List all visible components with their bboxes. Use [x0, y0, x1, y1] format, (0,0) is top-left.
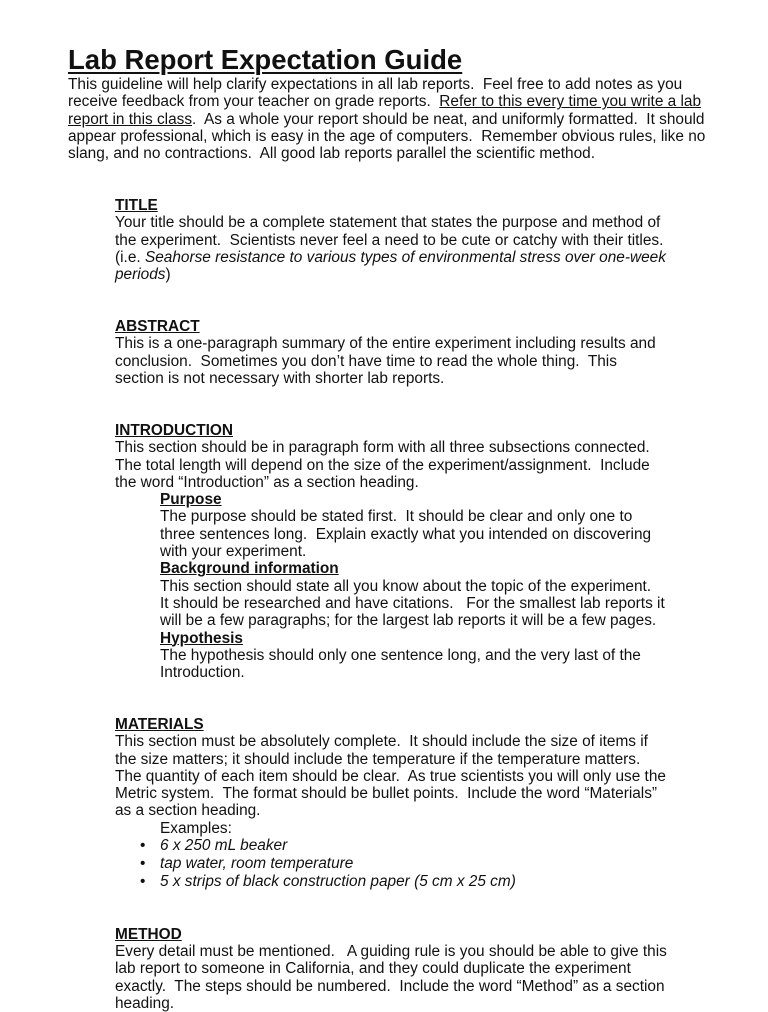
italic-text: periods [115, 266, 166, 284]
text-line: conclusion. Sometimes you don’t have time to read the whole thing. This [115, 352, 617, 370]
bullet-item [68, 837, 728, 855]
text-line: The hypothesis should only one sentence long, and the very last of the [160, 646, 641, 664]
subsection-heading: Purpose [160, 491, 222, 509]
blank-line [68, 908, 728, 925]
blank-line [68, 162, 728, 179]
blank-line [68, 301, 728, 318]
text-line: This section should be in paragraph form with all three subsections connected. [115, 439, 650, 457]
text-segment: receive feedback from your teacher on grade reports. [68, 93, 440, 111]
text-line: The quantity of each item should be clear. As true scientists you will only use the [115, 767, 666, 785]
bullet-icon: • [140, 873, 146, 891]
text-line: section is not necessary with shorter lab reports. [115, 370, 445, 388]
sections [68, 162, 728, 1012]
underlined-text: Refer to this every time you write a lab [439, 93, 702, 111]
section-title [68, 197, 728, 283]
section-materials [68, 716, 728, 891]
italic-text: Seahorse resistance to various types of environmental stress over one-week [144, 248, 666, 266]
bullet-text: 6 x 250 mL beaker [160, 837, 288, 855]
section-heading: ABSTRACT [115, 318, 200, 336]
text-line: exactly. The steps should be numbered. Include the word “Method” as a section [115, 977, 665, 995]
underlined-text: report in this class [68, 110, 193, 128]
text-line: lab report to someone in California, and they could duplicate the experiment [115, 960, 631, 978]
section-abstract [68, 318, 728, 387]
section-heading: MATERIALS [115, 715, 204, 733]
intro-paragraph [68, 76, 728, 162]
text-line: The purpose should be stated first. It should be clear and only one to [160, 508, 633, 526]
text-line: This guideline will help clarify expectations in all lab reports. Feel free to add notes as you [68, 76, 683, 93]
text-line: slang, and no contractions. All good lab reports parallel the scientific method. [68, 145, 596, 163]
text-line: three sentences long. Explain exactly what you intended on discovering [160, 525, 652, 543]
text-line: the word “Introduction” as a section heading. [115, 473, 419, 491]
blank-line [68, 405, 728, 422]
document-title: Lab Report Expectation Guide [68, 44, 463, 75]
text-segment: . As a whole your report should be neat, and uniformly formatted. It should [192, 110, 705, 128]
text-line: appear professional, which is easy in the age of computers. Remember obvious rules, like no [68, 127, 706, 145]
text-line: Every detail must be mentioned. A guiding rule is you should be able to give this [115, 942, 667, 960]
blank-line [68, 284, 728, 301]
text-line: the size matters; it should include the temperature if the temperature matters. [115, 750, 641, 768]
text-line: This section must be absolutely complete. It should include the size of items if [115, 733, 648, 751]
examples-label: Examples: [160, 819, 232, 837]
blank-line [68, 180, 728, 197]
text-segment: ) [165, 266, 171, 284]
text-segment: (i.e. [115, 248, 145, 266]
text-line: This section should state all you know about the topic of the experiment. [160, 577, 652, 595]
text-line [68, 93, 728, 110]
bullet-icon: • [140, 855, 146, 873]
section-introduction [68, 422, 728, 681]
text-line: The total length will depend on the size of the experiment/assignment. Include [115, 456, 650, 474]
bullet-icon: • [140, 837, 146, 855]
section-heading: TITLE [115, 197, 158, 215]
blank-line [68, 681, 728, 698]
bullet-item [68, 855, 728, 873]
text-line: Your title should be a complete statement that states the purpose and method of [115, 214, 661, 232]
subsection-heading: Hypothesis [160, 629, 243, 647]
text-line: It should be researched and have citations. For the smallest lab reports it [160, 594, 665, 612]
section-method [68, 926, 728, 1012]
subsection-heading: Background information [160, 560, 339, 578]
document [68, 44, 728, 1012]
text-line: as a section heading. [115, 802, 261, 820]
text-line: the experiment. Scientists never feel a need to be cute or catchy with their titles. [115, 231, 664, 249]
section-heading: METHOD [115, 925, 182, 943]
bullet-text: 5 x strips of black construction paper (5 cm x 25 cm) [160, 873, 516, 891]
text-line: This is a one-paragraph summary of the entire experiment including results and [115, 335, 656, 353]
section-heading: INTRODUCTION [115, 421, 233, 439]
blank-line [68, 699, 728, 716]
bullet-item [68, 873, 728, 891]
text-line [115, 249, 728, 266]
blank-line [68, 891, 728, 908]
bullet-text: tap water, room temperature [160, 855, 354, 873]
text-line: Metric system. The format should be bullet points. Include the word “Materials” [115, 785, 658, 803]
text-line: will be a few paragraphs; for the largest lab reports it will be a few pages. [160, 612, 657, 630]
text-line: with your experiment. [160, 543, 307, 561]
text-line: Introduction. [160, 664, 245, 682]
text-line [68, 111, 728, 128]
blank-line [68, 387, 728, 404]
text-line [115, 266, 728, 283]
text-line: heading. [115, 994, 175, 1012]
